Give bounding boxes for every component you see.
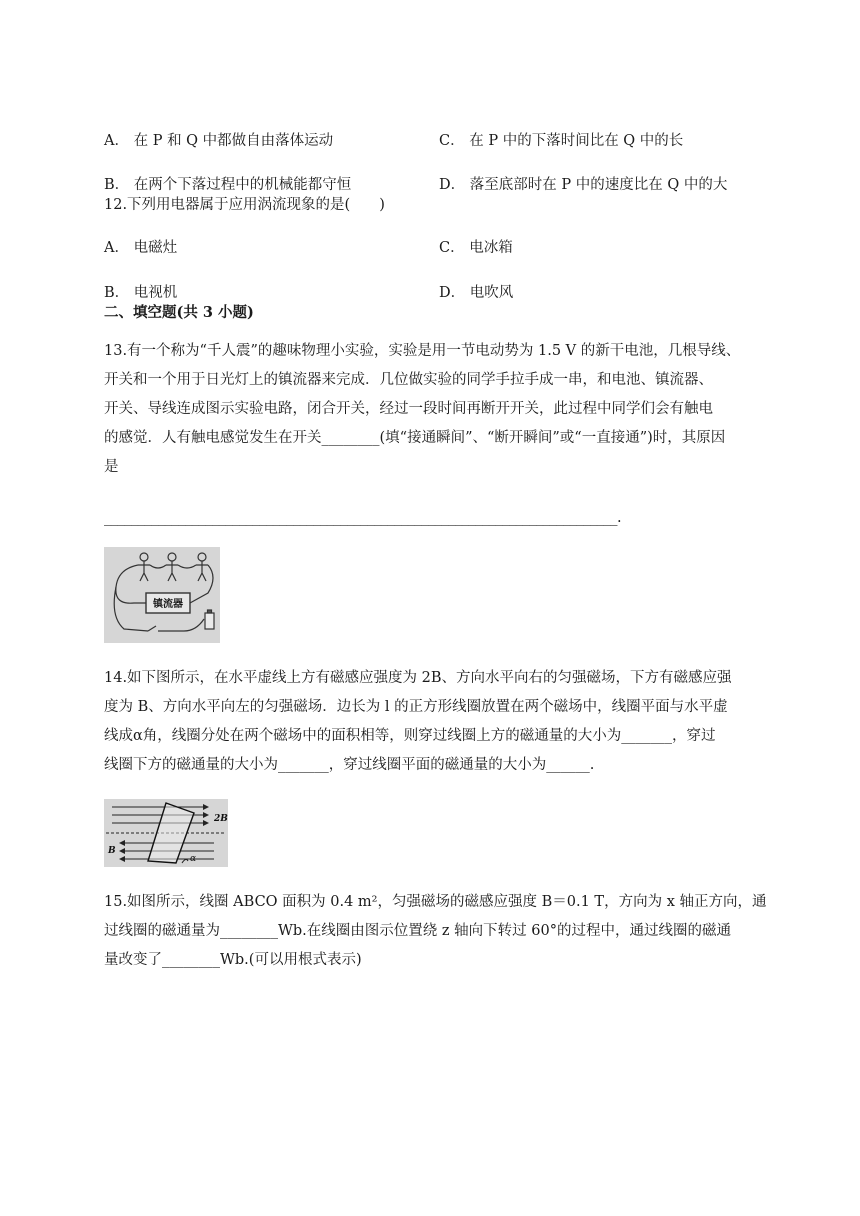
q14-line: 线成α角，线圈分处在两个磁场中的面积相等，则穿过线圈上方的磁通量的大小为_______，穿过	[104, 728, 716, 744]
option-text: 在 P 和 Q 中都做自由落体运动	[133, 133, 334, 149]
section-heading: 二、填空题(共 3 小题)	[104, 304, 254, 321]
option-text: 电吹风	[469, 285, 514, 301]
label-b: B	[108, 846, 116, 856]
option-text: 落至底部时在 P 中的速度比在 Q 中的大	[469, 177, 728, 193]
option-label: B．	[104, 285, 130, 301]
option-label: C．	[439, 240, 465, 256]
q14-line: 度为 B、方向水平向左的匀强磁场．边长为 l 的正方形线圈放置在两个磁场中，线圈平面与水平虚	[104, 699, 728, 715]
q14-line: 14.如下图所示，在水平虚线上方有磁感应强度为 2B、方向水平向右的匀强磁场，下方有磁感应强	[104, 670, 732, 686]
q14-text	[104, 664, 764, 780]
q12-option-a	[104, 238, 177, 258]
option-text: 在 P 中的下落时间比在 Q 中的长	[469, 133, 684, 149]
q13-line: 开关和一个用于日光灯上的镇流器来完成．几位做实验的同学手拉手成一串，和电池、镇流器、	[104, 372, 713, 388]
option-label: C．	[439, 133, 465, 149]
q11-option-b	[104, 175, 351, 195]
option-label: D．	[439, 285, 466, 301]
label-alpha: α	[190, 854, 197, 864]
q14-field-figure	[104, 799, 228, 867]
q15-line: 15.如图所示，线圈 ABCO 面积为 0.4 m²，匀强磁场的磁感应强度 B＝0.1 T，方向为 x 轴正方向，通	[104, 894, 767, 910]
q11-option-c	[439, 131, 683, 151]
option-text: 电视机	[133, 285, 178, 301]
q11-option-d	[439, 175, 727, 195]
option-label: B．	[104, 177, 130, 193]
option-label: A．	[104, 133, 129, 149]
q13-answer-blank: ____________________________________________________________________________.	[104, 510, 622, 526]
q13-circuit-figure	[104, 547, 220, 643]
q13-line: 开关、导线连成图示实验电路，闭合开关，经过一段时间再断开开关，此过程中同学们会有触电	[104, 401, 713, 417]
q15-text	[104, 888, 767, 975]
q13-line: 13.有一个称为“千人震”的趣味物理小实验，实验是用一节电动势为 1.5 V 的新干电池，几根导线、	[104, 343, 741, 359]
q11-option-a	[104, 131, 333, 151]
q15-line: 量改变了________Wb.(可以用根式表示)	[104, 952, 362, 968]
option-label: A．	[104, 240, 129, 256]
circuit-drawing	[104, 547, 220, 643]
field-drawing	[104, 799, 228, 867]
q12-option-d	[439, 283, 513, 303]
option-label: D．	[439, 177, 466, 193]
option-text: 电冰箱	[469, 240, 513, 256]
q12-option-b	[104, 283, 177, 303]
q12-stem: 12.下列用电器属于应用涡流现象的是( )	[104, 197, 385, 213]
q13-line: 的感觉．人有触电感觉发生在开关________(填“接通瞬间”、“断开瞬间”或“一直接通”)时，其原因	[104, 430, 726, 446]
q13-text	[104, 337, 764, 482]
option-text: 电磁灶	[133, 240, 178, 256]
q15-line: 过线圈的磁通量为________Wb.在线圈由图示位置绕 z 轴向下转过 60°的过程中，通过线圈的磁通	[104, 923, 731, 939]
ballast-label: 镇流器	[153, 599, 183, 610]
q12-option-c	[439, 238, 513, 258]
q13-line: 是	[104, 459, 119, 475]
label-2b: 2B	[214, 814, 228, 824]
q14-line: 线圈下方的磁通量的大小为_______，穿过线圈平面的磁通量的大小为______.	[104, 757, 595, 773]
option-text: 在两个下落过程中的机械能都守恒	[133, 177, 352, 193]
